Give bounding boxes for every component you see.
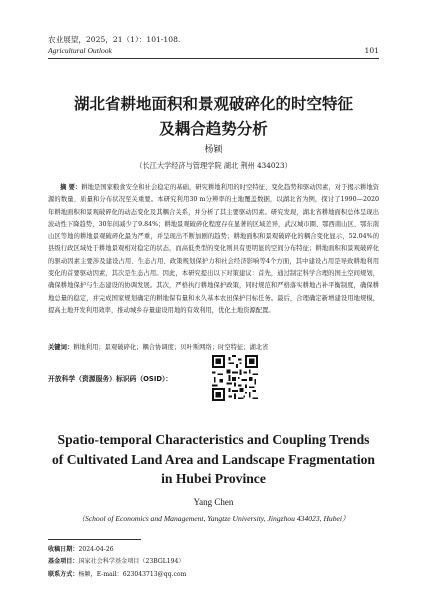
english-affiliation: （School of Economics and Management, Yangtze University, Jingzhou 434023, Hubei） — [77, 514, 350, 523]
chinese-title — [40, 92, 387, 142]
footnote-divider — [48, 539, 141, 540]
footnotes — [48, 544, 379, 581]
abstract-text: 耕地是国家粮食安全和社会稳定的基础，研究耕地利用的时空特征、变化趋势和驱动因素，对于揭示耕地资源的数量、质量和分布状况至关重要。本研究利用30 m分辨率的土地覆盖数据，以湖北省为例，探讨了1990—2020年耕地面积和景观破碎化的动态变化及其耦合关系，并分析了其主要驱动因素。研究发现，湖北省耕地面积总体呈现出波动性下降趋势，30年间减少了9.84%；耕地景观破碎化程度存在显著的区域差异，武汉城市圈、鄂西南山区、鄂东南山区等地的耕地景观破碎化最为严重，并呈现出不断加剧的趋势；耕地面积和景观破碎化的耦合变化显示，52.04%的县级行政区域处于耕地景观相对稳定的状态，而高低类型的变化则具有更明显的空间分布特征；耕地面积和景观破碎化的驱动因素主要涉及建设占用、生态占用、政策规划保护力和社会经济影响等4个方面，其中建设占用是导致耕地利用变化的首要驱动因素，其次是生态占用。因此，本研究提出以下对策建议：首先，通过制定科学合理的国土空间规划，确保耕地保护与生态建设的协调发展。其次，严格执行耕地保护政策，同时规范和严格落实耕地占补平衡制度，确保耕地总量的稳定，并完成国家规划确定的耕地保有量和永久基本农田保护目标任务。最后，合理确定新增建设用地规模，提高土地开发利用效率，推动城乡存量建设用地的有效利用，优化土地资源配置。 — [48, 184, 379, 314]
chinese-title-line-1: 湖北省耕地面积和景观破碎化的时空特征 — [73, 95, 353, 113]
english-title — [30, 430, 397, 489]
fund-label: 基金项目： — [48, 558, 79, 566]
running-header — [48, 34, 379, 56]
contact-label: 联系方式： — [48, 570, 79, 578]
received-value: 2024-04-26 — [78, 546, 114, 553]
fund-value: 国家社会科学基金项目（23BGL194） — [78, 558, 185, 566]
received-label: 收稿日期： — [48, 546, 79, 553]
keywords-label: 关键词： — [48, 344, 74, 351]
osid-label: 开放科学（资源服务）标识码（OSID）： — [48, 375, 173, 383]
contact-info — [48, 569, 379, 581]
english-title-line-2: of Cultivated Land Area and Landscape Fragmentation — [51, 451, 375, 467]
english-title-line-3: in Hubei Province — [161, 471, 266, 486]
chinese-author: 杨颖 — [204, 145, 223, 155]
keywords-text: 耕地利用；景观破碎化；耦合协调度；贝叶斯网络；时空特征；湖北省 — [73, 344, 269, 351]
received-date — [48, 544, 379, 556]
chinese-abstract — [48, 182, 379, 317]
abstract-label: 摘 要： — [60, 184, 82, 191]
contact-value[interactable]: 杨颖，E-mail：623043713@qq.com — [78, 570, 187, 578]
chinese-keywords — [48, 342, 379, 354]
chinese-affiliation: （长江大学经济与管理学院 湖北 荆州 434023） — [135, 161, 292, 170]
chinese-title-line-2: 及耦合趋势分析 — [159, 120, 268, 138]
page-number: 101 — [364, 46, 379, 55]
header-divider — [48, 58, 379, 59]
english-title-line-1: Spatio-temporal Characteristics and Coupling Trends — [57, 432, 370, 447]
english-author: Yang Chen — [193, 497, 234, 507]
osid-qr-code[interactable] — [212, 355, 258, 401]
journal-citation: 农业展望，2025，21（1）：101-108. — [48, 35, 181, 44]
journal-english-name: Agricultural Outlook — [48, 46, 112, 55]
fund-project — [48, 556, 379, 568]
